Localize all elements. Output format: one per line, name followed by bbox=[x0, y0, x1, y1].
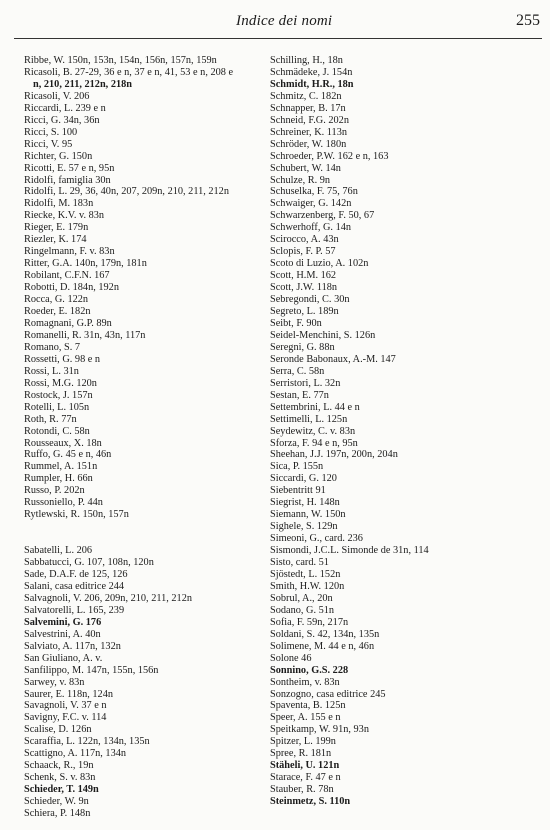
index-entry: Russoniello, P. 44n bbox=[24, 497, 103, 509]
index-entry: Sclopis, F. P. 57 bbox=[270, 246, 336, 258]
index-entry: Ricasoli, V. 206 bbox=[24, 90, 90, 102]
index-entry: Schreiner, K. 113n bbox=[270, 126, 347, 138]
index-entry: Schuselka, F. 75, 76n bbox=[270, 186, 358, 198]
page-number: 255 bbox=[516, 12, 540, 29]
index-entry: Riccardi, L. 239 e n bbox=[24, 102, 106, 114]
index-entry: Seydewitz, C. v. 83n bbox=[270, 425, 356, 437]
index-entry: Spitzer, L. 199n bbox=[270, 736, 336, 748]
index-entry: Ricci, V. 95 bbox=[24, 138, 73, 150]
header-rule bbox=[14, 38, 542, 39]
index-entry: Rossi, L. 31n bbox=[24, 365, 79, 377]
index-entry: Savagnoli, V. 37 e n bbox=[24, 700, 107, 712]
index-entry: Sade, D.A.F. de 125, 126 bbox=[24, 568, 128, 580]
index-entry: Romanelli, R. 31n, 43n, 117n bbox=[24, 329, 146, 341]
index-entry: Ringelmann, F. v. 83n bbox=[24, 246, 115, 258]
index-entry: Seregni, G. 88n bbox=[270, 341, 335, 353]
index-entry: Schiera, P. 148n bbox=[24, 808, 91, 820]
index-entry: Roeder, E. 182n bbox=[24, 306, 91, 318]
index-entry: Rossi, M.G. 120n bbox=[24, 377, 97, 389]
index-entry: Schieder, T. 149n bbox=[24, 784, 99, 796]
page-header bbox=[0, 0, 550, 50]
index-entry: Seronde Babonaux, A.-M. 147 bbox=[270, 353, 396, 365]
index-entry: Steinmetz, S. 110n bbox=[270, 796, 351, 808]
index-entry: Salvestrini, A. 40n bbox=[24, 628, 101, 640]
index-entry: Salviato, A. 117n, 132n bbox=[24, 640, 121, 652]
index-entry: Ricci, G. 34n, 36n bbox=[24, 114, 100, 126]
index-entry: Sonnino, G.S. 228 bbox=[270, 664, 349, 676]
index-entry: Scaraffia, L. 122n, 134n, 135n bbox=[24, 736, 150, 748]
index-entry: Sontheim, v. 83n bbox=[270, 676, 340, 688]
index-entry: Seibt, F. 90n bbox=[270, 317, 322, 329]
index-entry: Rotondi, C. 58n bbox=[24, 425, 90, 437]
index-entry: Sarwey, v. 83n bbox=[24, 676, 85, 688]
index-entry: Scalise, D. 126n bbox=[24, 724, 92, 736]
index-entry: Sjöstedt, L. 152n bbox=[270, 568, 341, 580]
index-entry: Russo, P. 202n bbox=[24, 485, 85, 497]
index-entry: Schröder, W. 180n bbox=[270, 138, 347, 150]
index-entry: Solone 46 bbox=[270, 652, 312, 664]
index-entry: Schenk, S. v. 83n bbox=[24, 772, 96, 784]
index-entry: Simeoni, G., card. 236 bbox=[270, 533, 363, 545]
index-entry: Schwarzenberg, F. 50, 67 bbox=[270, 210, 375, 222]
index-entry: Schmädeke, J. 154n bbox=[270, 66, 353, 78]
index-block-r bbox=[24, 55, 274, 521]
index-entry: Serra, C. 58n bbox=[270, 365, 325, 377]
index-entry: Saurer, E. 118n, 124n bbox=[24, 688, 114, 700]
index-entry: Savigny, F.C. v. 114 bbox=[24, 712, 107, 724]
index-entry: Siegrist, H. 148n bbox=[270, 497, 340, 509]
index-entry: Spree, R. 181n bbox=[270, 748, 332, 760]
index-entry: n, 210, 211, 212n, 218n bbox=[33, 78, 132, 90]
index-entry: Robilant, C.F.N. 167 bbox=[24, 270, 110, 282]
index-entry: Scoto di Luzio, A. 102n bbox=[270, 258, 369, 270]
index-entry: Ritter, G.A. 140n, 179n, 181n bbox=[24, 258, 147, 270]
index-block-s bbox=[24, 545, 274, 820]
index-entry: Siemann, W. 150n bbox=[270, 509, 346, 521]
index-entry: Rousseaux, X. 18n bbox=[24, 437, 102, 449]
index-entry: Roth, R. 77n bbox=[24, 413, 77, 425]
index-entry: Robotti, D. 184n, 192n bbox=[24, 282, 119, 294]
index-entry: Schneid, F.G. 202n bbox=[270, 114, 349, 126]
index-entry: Richter, G. 150n bbox=[24, 150, 93, 162]
index-entry: Sismondi, J.C.L. Simonde de 31n, 114 bbox=[270, 545, 429, 557]
index-entry: Sforza, F. 94 e n, 95n bbox=[270, 437, 358, 449]
index-entry: Rieger, E. 179n bbox=[24, 222, 89, 234]
index-entry: Sica, P. 155n bbox=[270, 461, 324, 473]
index-entry: Rummel, A. 151n bbox=[24, 461, 98, 473]
index-entry: Scott, H.M. 162 bbox=[270, 270, 337, 282]
index-entry: Scott, J.W. 118n bbox=[270, 282, 338, 294]
index-entry: Rostock, J. 157n bbox=[24, 389, 93, 401]
index-entry: Sodano, G. 51n bbox=[270, 604, 335, 616]
index-entry: Ridolfi, M. 183n bbox=[24, 198, 94, 210]
index-entry: San Giuliano, A. v. bbox=[24, 652, 103, 664]
index-entry: Salani, casa editrice 244 bbox=[24, 580, 125, 592]
index-entry: Rotelli, L. 105n bbox=[24, 401, 90, 413]
index-entry: Salvagnoli, V. 206, 209n, 210, 211, 212n bbox=[24, 592, 192, 604]
index-entry: Salvemini, G. 176 bbox=[24, 616, 102, 628]
index-entry: Siebentritt 91 bbox=[270, 485, 326, 497]
index-entry: Solimene, M. 44 e n, 46n bbox=[270, 640, 375, 652]
index-entry: Schubert, W. 14n bbox=[270, 162, 341, 174]
index-entry: Ridolfi, L. 29, 36, 40n, 207, 209n, 210, 211, 212n bbox=[24, 186, 229, 198]
index-entry: Soldani, S. 42, 134n, 135n bbox=[270, 628, 380, 640]
index-entry: Ribbe, W. 150n, 153n, 154n, 156n, 157n, 159n bbox=[24, 55, 217, 66]
index-entry: Ridolfi, famiglia 30n bbox=[24, 174, 111, 186]
index-entry: Sobrul, A., 20n bbox=[270, 592, 333, 604]
index-entry: Speer, A. 155 e n bbox=[270, 712, 341, 724]
index-entry: Schulze, R. 9n bbox=[270, 174, 331, 186]
index-entry: Stauber, R. 78n bbox=[270, 784, 334, 796]
index-entry: Schieder, W. 9n bbox=[24, 796, 89, 808]
index-entry: Sestan, E. 77n bbox=[270, 389, 329, 401]
index-entry: Scirocco, A. 43n bbox=[270, 234, 339, 246]
index-entry: Romagnani, G.P. 89n bbox=[24, 317, 112, 329]
index-entry: Serristori, L. 32n bbox=[270, 377, 341, 389]
index-entry: Settimelli, L. 125n bbox=[270, 413, 348, 425]
index-entry: Segreto, L. 189n bbox=[270, 306, 339, 318]
index-entry: Settembrini, L. 44 e n bbox=[270, 401, 360, 413]
index-entry: Smith, H.W. 120n bbox=[270, 580, 345, 592]
index-entry: Schroeder, P.W. 162 e n, 163 bbox=[270, 150, 389, 162]
index-entry: Rossetti, G. 98 e n bbox=[24, 353, 101, 365]
index-entry: Schmidt, H.R., 18n bbox=[270, 78, 354, 90]
index-entry: Romano, S. 7 bbox=[24, 341, 81, 353]
index-entry: Schnapper, B. 17n bbox=[270, 102, 346, 114]
index-entry: Salvatorelli, L. 165, 239 bbox=[24, 604, 125, 616]
index-entry: Rocca, G. 122n bbox=[24, 294, 89, 306]
index-entry: Ricci, S. 100 bbox=[24, 126, 78, 138]
index-entry: Rumpler, H. 66n bbox=[24, 473, 93, 485]
index-entry: Schwerhoff, G. 14n bbox=[270, 222, 352, 234]
index-entry: Schaack, R., 19n bbox=[24, 760, 94, 772]
index-entry: Spaventa, B. 125n bbox=[270, 700, 346, 712]
index-entry: Ricotti, E. 57 e n, 95n bbox=[24, 162, 115, 174]
index-entry: Schwaiger, G. 142n bbox=[270, 198, 352, 210]
index-entry: Sisto, card. 51 bbox=[270, 557, 329, 569]
index-entry: Stäheli, U. 121n bbox=[270, 760, 340, 772]
index-entry: Rytlewski, R. 150n, 157n bbox=[24, 509, 129, 521]
running-title: Indice dei nomi bbox=[236, 13, 333, 29]
right-column bbox=[270, 55, 520, 808]
index-entry: Starace, F. 47 e n bbox=[270, 772, 341, 784]
index-entry: Sofia, F. 59n, 217n bbox=[270, 616, 349, 628]
block-gap bbox=[24, 521, 274, 545]
left-column bbox=[24, 55, 274, 820]
index-entry: Seidel-Menchini, S. 126n bbox=[270, 329, 376, 341]
index-entry: Speitkamp, W. 91n, 93n bbox=[270, 724, 369, 736]
index-entry: Ruffo, G. 45 e n, 46n bbox=[24, 449, 112, 461]
index-entry: Sabbatucci, G. 107, 108n, 120n bbox=[24, 557, 154, 569]
index-entry: Sabatelli, L. 206 bbox=[24, 545, 93, 557]
index-entry: Schmitz, C. 182n bbox=[270, 90, 342, 102]
index-entry: Sighele, S. 129n bbox=[270, 521, 338, 533]
index-entry: Riecke, K.V. v. 83n bbox=[24, 210, 105, 222]
index-entry: Sanfilippo, M. 147n, 155n, 156n bbox=[24, 664, 159, 676]
index-entry: Sebregondi, C. 30n bbox=[270, 294, 350, 306]
index-entry: Sheehan, J.J. 197n, 200n, 204n bbox=[270, 449, 398, 461]
index-entry: Sonzogno, casa editrice 245 bbox=[270, 688, 386, 700]
index-entry: Siccardi, G. 120 bbox=[270, 473, 337, 485]
index-entry: Schilling, H., 18n bbox=[270, 55, 343, 66]
index-entry: Scattigno, A. 117n, 134n bbox=[24, 748, 127, 760]
index-entry: Ricasoli, B. 27-29, 36 e n, 37 e n, 41, 53 e n, 208 e bbox=[24, 66, 234, 78]
index-entry: Riezler, K. 174 bbox=[24, 234, 87, 246]
